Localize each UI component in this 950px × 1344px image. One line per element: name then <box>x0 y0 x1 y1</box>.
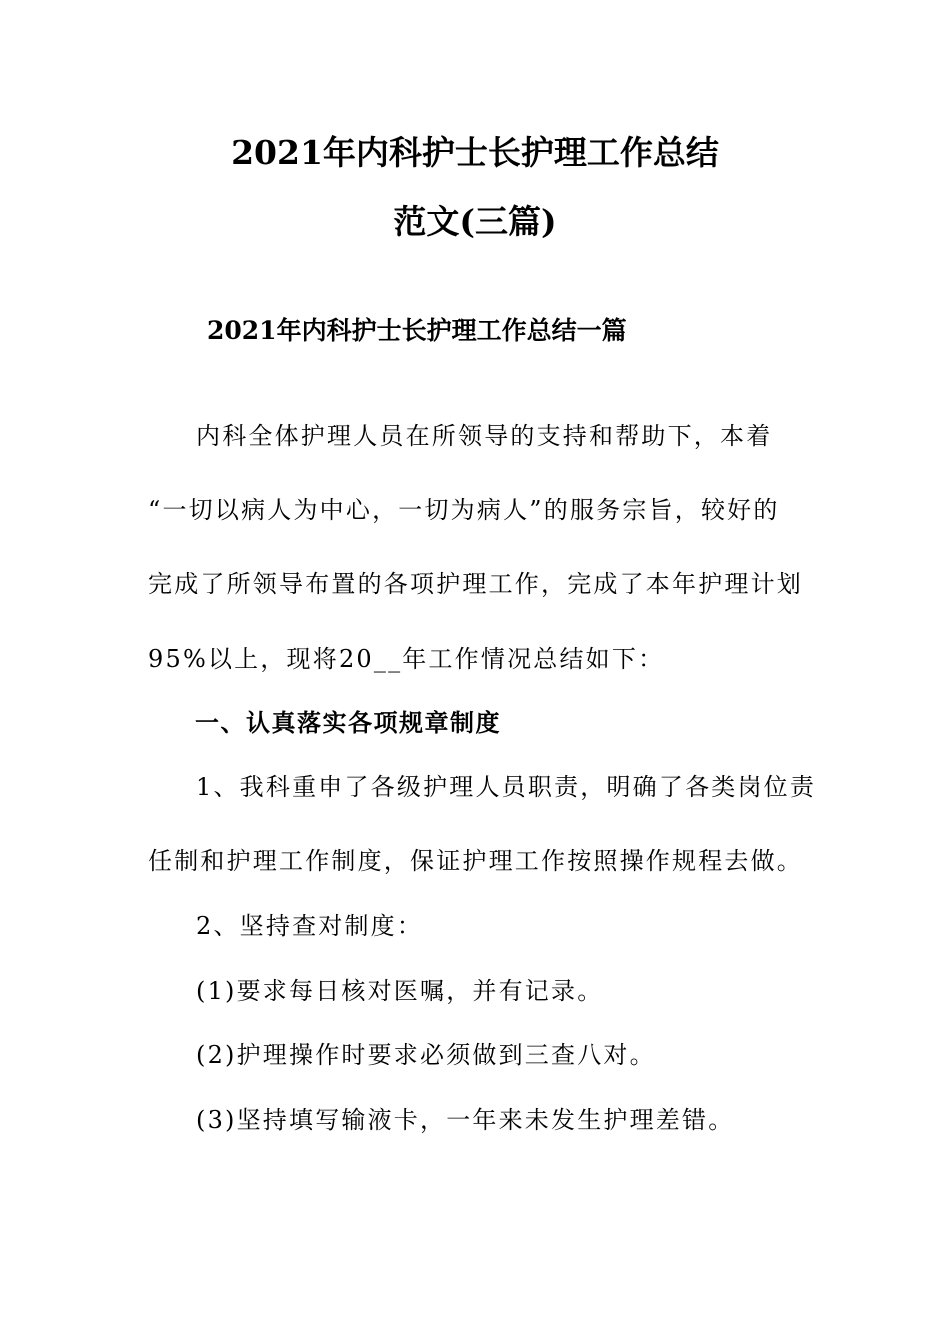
sub-item-2: (2)护理操作时要求必须做到三查八对。 <box>196 1041 656 1069</box>
item-2: 2、坚持查对制度： <box>196 912 424 940</box>
sub-item-3: (3)坚持填写输液卡，一年来未发生护理差错。 <box>196 1106 735 1134</box>
document-title-line-1: 2021年内科护士长护理工作总结 <box>231 133 719 172</box>
sub-item-1: (1)要求每日核对医嘱，并有记录。 <box>196 977 604 1005</box>
intro-paragraph-line-1: 内科全体护理人员在所领导的支持和帮助下，本着 <box>196 422 773 450</box>
intro-paragraph-line-2: “一切以病人为中心，一切为病人”的服务宗旨，较好的 <box>148 496 780 524</box>
item-1-line-2: 任制和护理工作制度，保证护理工作按照操作规程去做。 <box>148 847 803 875</box>
section-title: 2021年内科护士长护理工作总结一篇 <box>207 316 627 345</box>
intro-paragraph-line-3: 完成了所领导布置的各项护理工作，完成了本年护理计划 <box>148 570 803 598</box>
section-heading-1: 一、认真落实各项规章制度 <box>195 708 501 737</box>
intro-paragraph-line-4: 95%以上，现将20__年工作情况总结如下： <box>148 645 665 673</box>
item-1-line-1: 1、我科重申了各级护理人员职责，明确了各类岗位责 <box>196 773 817 801</box>
document-title-line-2: 范文(三篇) <box>393 202 557 241</box>
